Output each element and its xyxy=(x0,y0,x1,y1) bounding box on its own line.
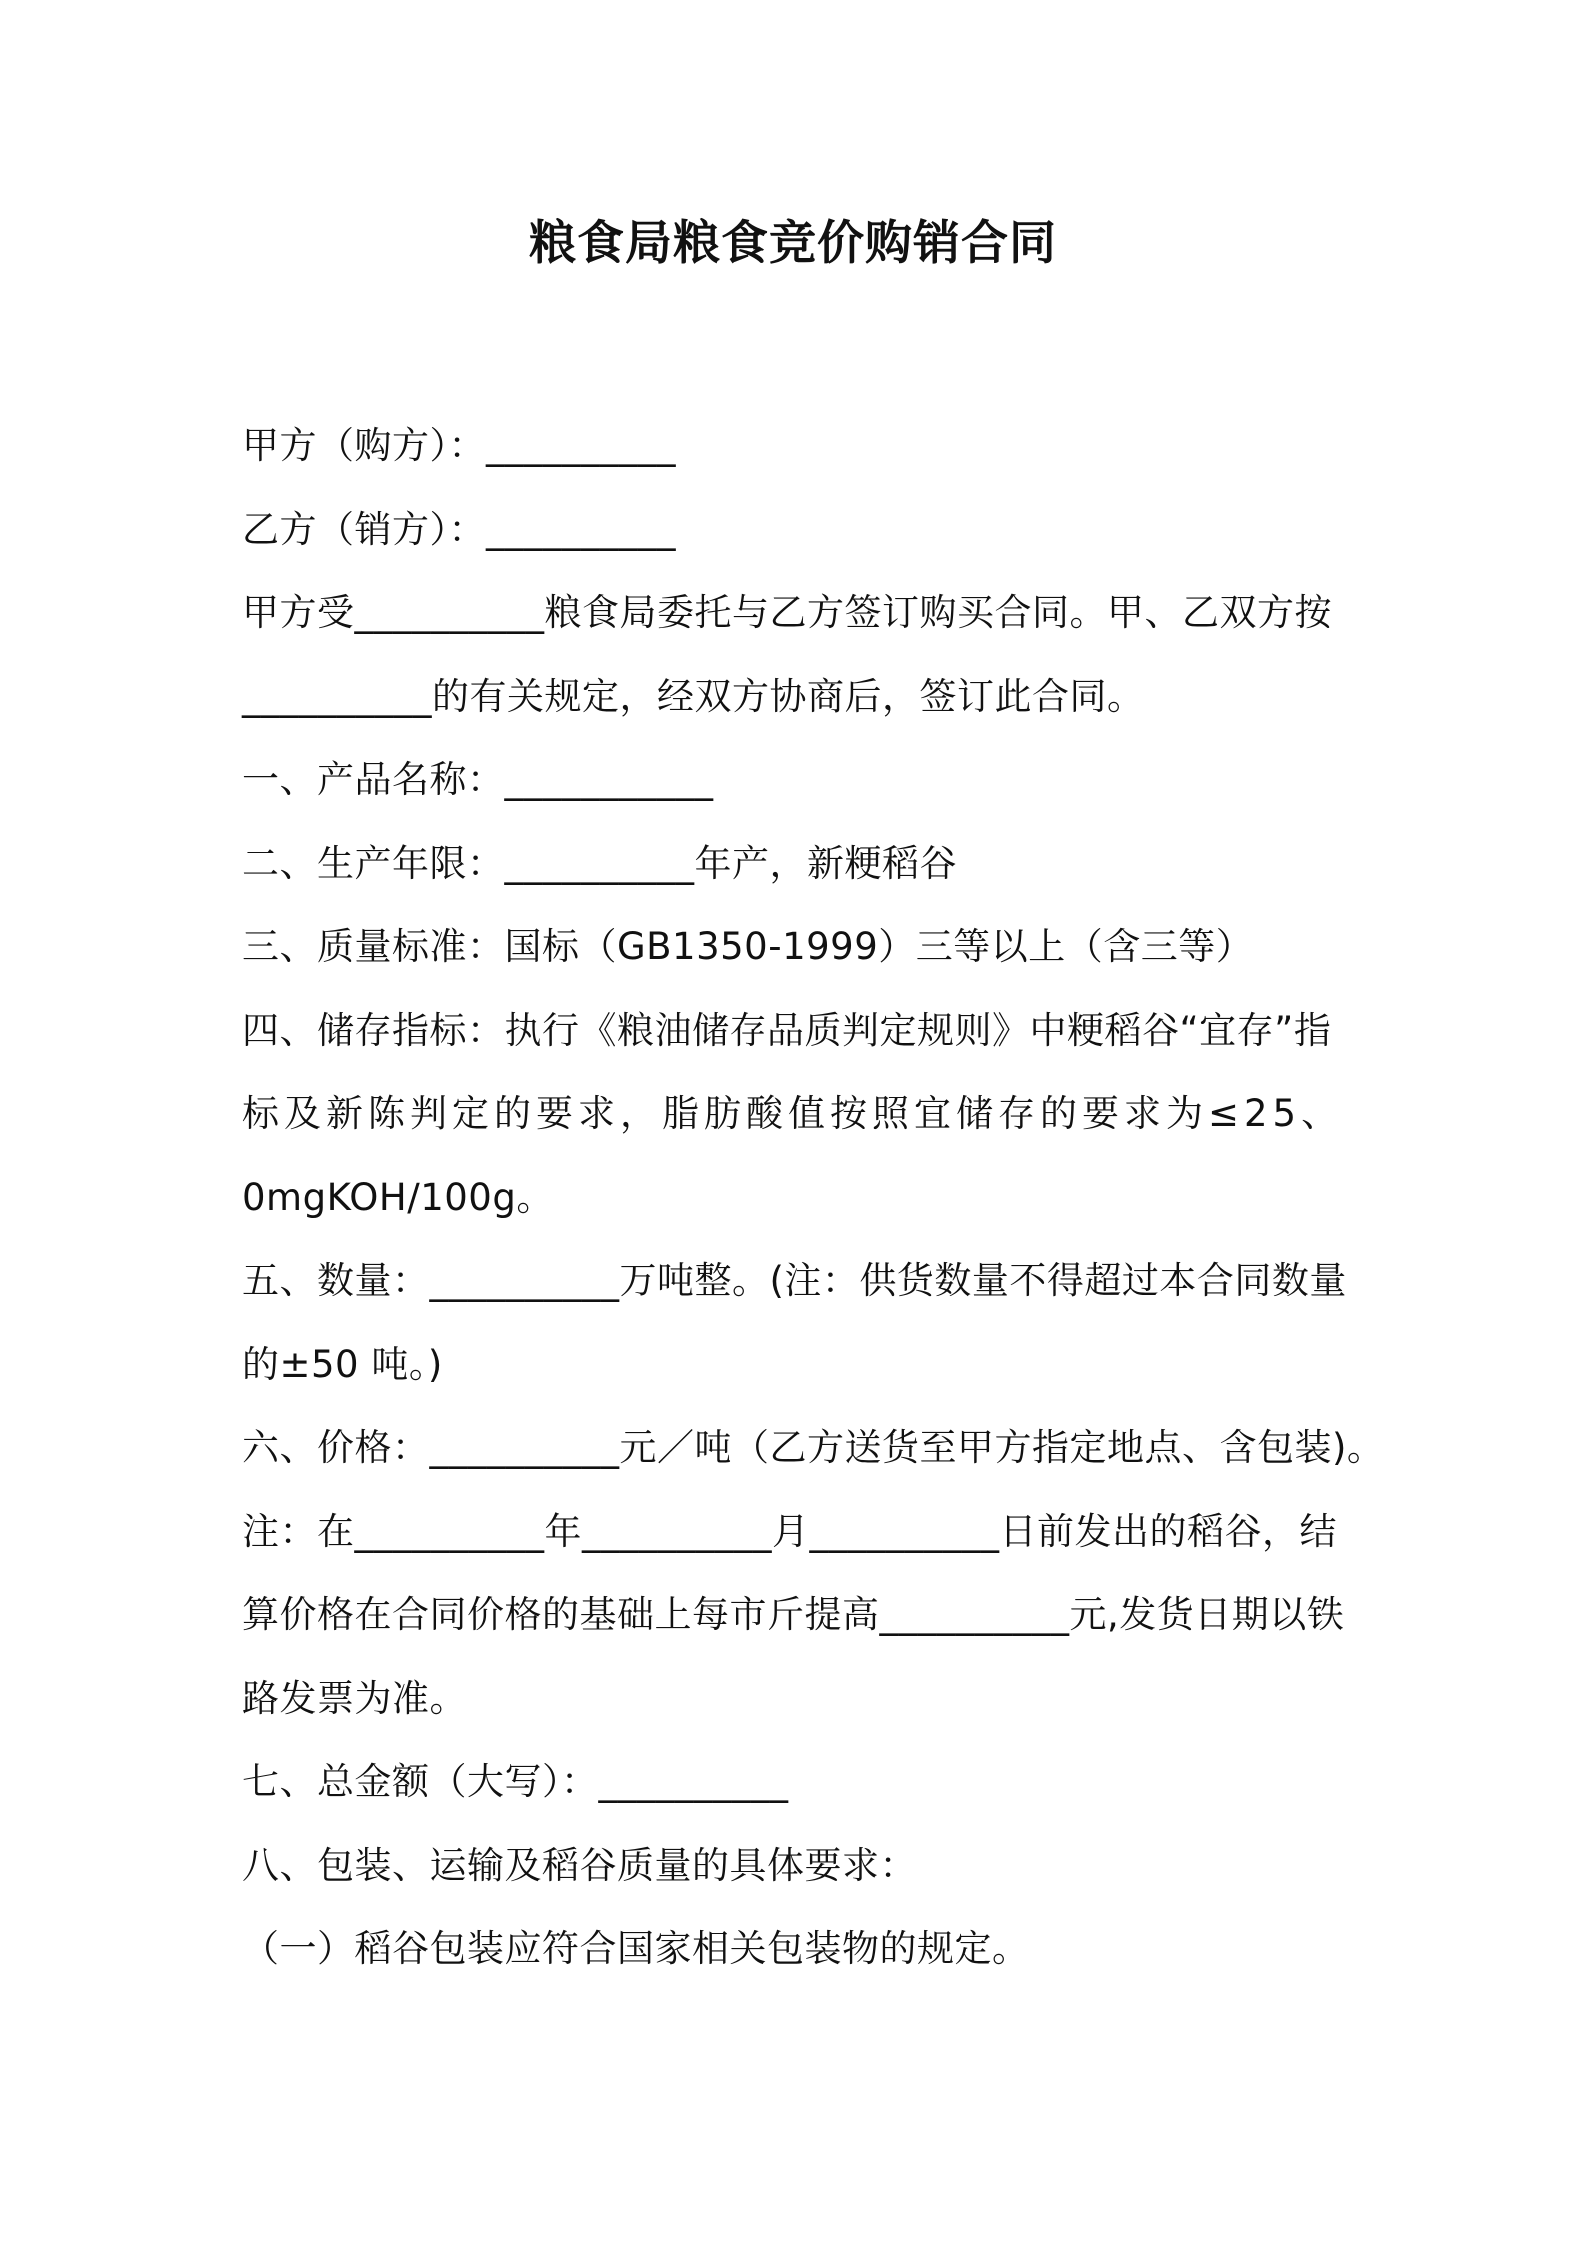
clause-total-amount: 七、总金额（大写）：__________ xyxy=(242,1760,789,1803)
clause-product-name: 一、产品名称：___________ xyxy=(242,758,714,801)
clause-storage-line-2: 标及新陈判定的要求，脂肪酸值按照宜储存的要求为≤25、 xyxy=(242,1092,1344,1135)
document-title: 粮食局粮食竞价购销合同 xyxy=(529,216,1057,271)
clause-storage-line-3: 0mgKOH/100g。 xyxy=(242,1175,554,1219)
clause-quantity-line-2: 的±50 吨。) xyxy=(242,1342,443,1386)
party-b-line: 乙方（销方）：__________ xyxy=(242,507,676,551)
preamble-line-2: __________的有关规定，经双方协商后，签订此合同。 xyxy=(242,674,1145,718)
clause-storage-line-1: 四、储存指标：执行《粮油储存品质判定规则》中粳稻谷“宜存”指 xyxy=(242,1008,1332,1052)
clause-quantity-line-1: 五、数量：__________万吨整。(注：供货数量不得超过本合同数量 xyxy=(242,1259,1347,1302)
party-a-line: 甲方（购方）：__________ xyxy=(242,424,676,467)
clause-price-note-line-3: 路发票为准。 xyxy=(242,1676,467,1720)
clause-packaging-heading: 八、包装、运输及稻谷质量的具体要求： xyxy=(242,1843,917,1887)
clause-quality-standard: 三、质量标准：国标（GB1350-1999）三等以上（含三等） xyxy=(242,925,1254,968)
document-body xyxy=(242,404,1385,1991)
preamble-line-1: 甲方受__________粮食局委托与乙方签订购买合同。甲、乙双方按 xyxy=(242,591,1332,634)
clause-production-year: 二、生产年限：__________年产，新粳稻谷 xyxy=(242,841,957,885)
clause-packaging-item-1: （一）稻谷包装应符合国家相关包装物的规定。 xyxy=(242,1927,1030,1970)
clause-price-note-line-1: 注：在__________年__________月__________日前发出的稻谷，结 xyxy=(242,1509,1337,1553)
clause-price: 六、价格：__________元／吨（乙方送货至甲方指定地点、含包装)。 xyxy=(242,1426,1385,1469)
clause-price-note-line-2: 算价格在合同价格的基础上每市斤提高__________元,发货日期以铁 xyxy=(242,1593,1345,1636)
